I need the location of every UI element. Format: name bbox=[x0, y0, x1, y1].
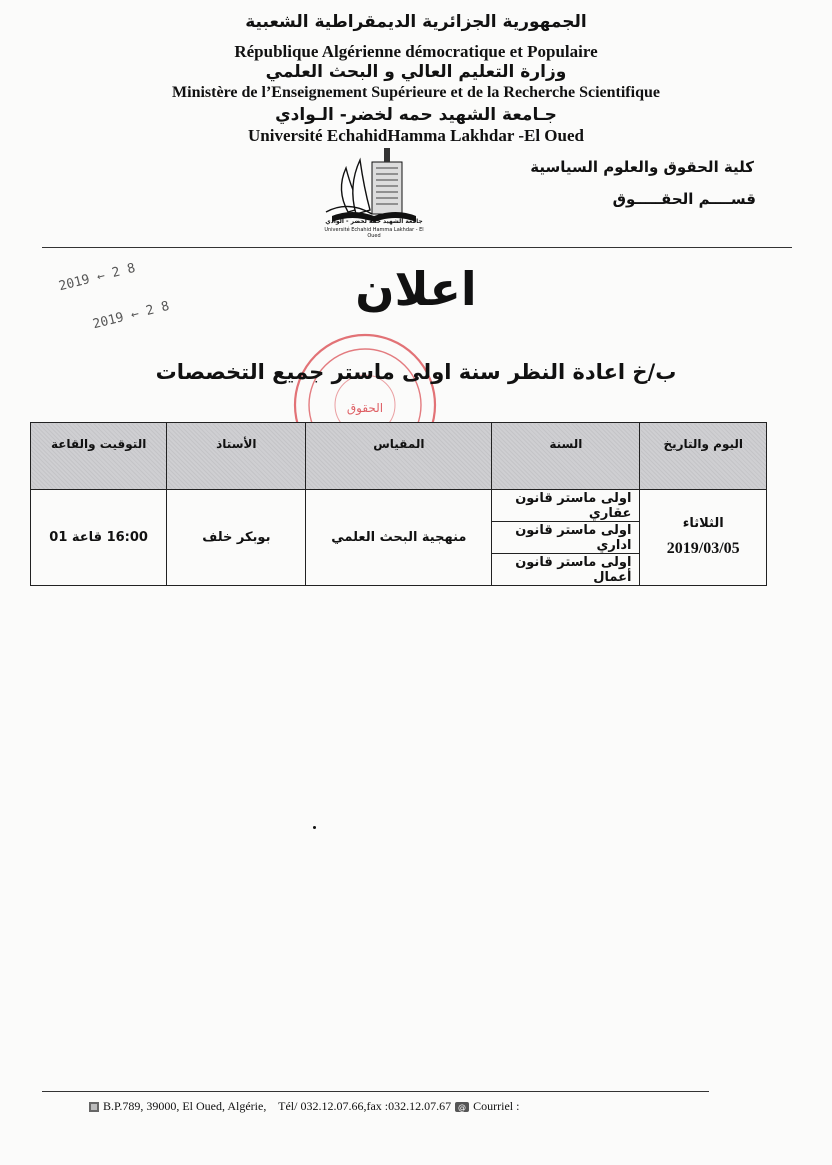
announcement-subtitle: ب/خ اعادة النظر سنة اولى ماستر جميع التخصصات bbox=[155, 360, 677, 384]
exam-schedule-table bbox=[30, 422, 767, 586]
email-icon bbox=[454, 1101, 470, 1113]
logo-caption-fr: Université Echahid Hamma Lakhdar - El Oued bbox=[324, 227, 424, 239]
header-divider bbox=[42, 247, 792, 248]
footer-contact bbox=[88, 1099, 519, 1114]
header-ar-ministry: وزارة التعليم العالي و البحث العلمي bbox=[265, 62, 567, 82]
date-stamp: 2019 ← 2 8 bbox=[57, 260, 137, 295]
footer-phone: Tél/ 032.12.07.66,fax :032.12.07.67 bbox=[278, 1099, 452, 1113]
logo-caption-ar: جامعة الشهيد حمه لخضر - الوادي bbox=[325, 218, 423, 225]
table-header-row bbox=[31, 423, 767, 490]
cell-year: اولى ماستر قانون اداري bbox=[492, 522, 640, 554]
header-year: السنة bbox=[492, 423, 640, 490]
cell-professor: بوبكر خلف bbox=[167, 490, 306, 586]
header-professor: الأستاذ bbox=[167, 423, 306, 490]
location-icon bbox=[88, 1101, 100, 1113]
footer-email-label: Courriel : bbox=[473, 1099, 520, 1113]
header-fr-republic: République Algérienne démocratique et Populaire bbox=[234, 42, 598, 61]
header-ar-republic: الجمهورية الجزائرية الديمقراطية الشعبية bbox=[245, 12, 587, 32]
header-day: اليوم والتاريخ bbox=[640, 423, 767, 490]
cell-year: اولى ماستر قانون أعمال bbox=[492, 554, 640, 586]
header-fr-ministry: Ministère de l’Enseignement Supérieure et de la Recherche Scientifique bbox=[172, 84, 660, 101]
header-fr-university: Université EchahidHamma Lakhdar -El Oued bbox=[248, 126, 584, 145]
announcement-title: اعلان bbox=[355, 262, 477, 316]
header-time: التوقيت والقاعة bbox=[31, 423, 167, 490]
cell-module: منهجية البحث العلمي bbox=[306, 490, 492, 586]
faculty-name: كلية الحقوق والعلوم السياسية bbox=[530, 158, 754, 176]
day-name: الثلاثاء bbox=[682, 515, 724, 531]
svg-text:@: @ bbox=[458, 1103, 467, 1112]
cell-year: اولى ماستر قانون عقاري bbox=[492, 490, 640, 522]
footer-address: B.P.789, 39000, El Oued, Algérie, bbox=[103, 1099, 267, 1113]
header-module: المقياس bbox=[306, 423, 492, 490]
cell-time-room: 16:00 قاعة 01 bbox=[31, 490, 167, 586]
stray-dot bbox=[313, 826, 316, 829]
cell-day-date bbox=[640, 490, 767, 586]
footer-divider bbox=[42, 1091, 709, 1092]
department-name: قســــم الحقـــــوق bbox=[612, 190, 756, 208]
exam-date: 2019/03/05 bbox=[666, 539, 740, 557]
header-ar-university: جـامعة الشهيد حمه لخضر- الـوادي bbox=[275, 105, 557, 125]
seal-text: الحقوق bbox=[346, 401, 384, 415]
table-row bbox=[31, 490, 767, 522]
date-stamp: 2019 ← 2 8 bbox=[91, 298, 171, 333]
